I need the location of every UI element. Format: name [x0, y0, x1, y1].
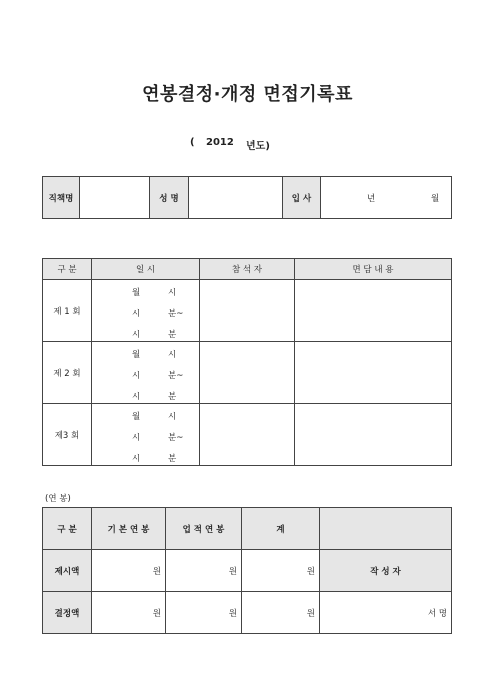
table-row	[43, 280, 452, 342]
year-value: 2012	[206, 137, 234, 148]
hire-label: 입 사	[283, 177, 321, 219]
hour-unit: 시	[132, 330, 141, 340]
hour-unit: 시	[132, 454, 141, 464]
name-label: 성 명	[150, 177, 189, 219]
hour-unit: 시	[132, 309, 141, 319]
proposed-base-field[interactable]	[92, 550, 166, 592]
won-unit: 원	[152, 566, 161, 577]
employee-info-table	[42, 176, 452, 219]
table-row	[43, 592, 452, 634]
year-line	[0, 137, 495, 153]
interview-header-row	[43, 259, 452, 280]
content-field[interactable]	[295, 342, 452, 404]
attendees-field[interactable]	[200, 404, 295, 466]
row-label: 제 1 회	[43, 280, 92, 342]
decided-performance-field[interactable]	[166, 592, 242, 634]
name-field[interactable]	[189, 177, 283, 219]
hire-month-unit: 월	[431, 194, 440, 204]
hour-unit: 시	[168, 412, 177, 422]
signature-label: 서 명	[427, 608, 447, 619]
won-unit: 원	[306, 608, 315, 619]
content-field[interactable]	[295, 280, 452, 342]
salary-header-blank	[320, 508, 452, 550]
month-unit: 월	[132, 412, 141, 422]
decided-total-field[interactable]	[242, 592, 320, 634]
author-label: 작 성 자	[320, 550, 452, 592]
minute-unit: 분	[168, 454, 177, 464]
salary-header-category: 구 분	[43, 508, 92, 550]
datetime-field[interactable]	[92, 342, 200, 404]
hour-unit: 시	[168, 350, 177, 360]
header-content: 면 담 내 용	[295, 259, 452, 280]
row-label: 제 2 회	[43, 342, 92, 404]
position-label: 직책명	[43, 177, 80, 219]
minute-tilde-unit: 분~	[168, 433, 184, 443]
position-field[interactable]	[80, 177, 150, 219]
table-row	[43, 404, 452, 466]
attendees-field[interactable]	[200, 280, 295, 342]
header-category: 구 분	[43, 259, 92, 280]
hour-unit: 시	[132, 433, 141, 443]
proposed-performance-field[interactable]	[166, 550, 242, 592]
hour-unit: 시	[168, 288, 177, 298]
proposed-total-field[interactable]	[242, 550, 320, 592]
won-unit: 원	[228, 566, 237, 577]
salary-caption: (연 봉)	[45, 494, 71, 504]
header-datetime: 일 시	[92, 259, 200, 280]
signature-field[interactable]	[320, 592, 452, 634]
salary-header-total: 계	[242, 508, 320, 550]
minute-tilde-unit: 분~	[168, 309, 184, 319]
hire-date-field[interactable]	[321, 177, 452, 219]
content-field[interactable]	[295, 404, 452, 466]
won-unit: 원	[228, 608, 237, 619]
decided-label: 결정액	[43, 592, 92, 634]
hour-unit: 시	[132, 392, 141, 402]
minute-tilde-unit: 분~	[168, 371, 184, 381]
year-open-paren: (	[190, 137, 195, 148]
decided-base-field[interactable]	[92, 592, 166, 634]
salary-header-base: 기 본 연 봉	[92, 508, 166, 550]
attendees-field[interactable]	[200, 342, 295, 404]
month-unit: 월	[132, 288, 141, 298]
won-unit: 원	[152, 608, 161, 619]
proposed-label: 제시액	[43, 550, 92, 592]
row-label: 제3 회	[43, 404, 92, 466]
hour-unit: 시	[132, 371, 141, 381]
minute-unit: 분	[168, 330, 177, 340]
minute-unit: 분	[168, 392, 177, 402]
table-row	[43, 342, 452, 404]
won-unit: 원	[306, 566, 315, 577]
salary-header-row	[43, 508, 452, 550]
page-title: 연봉결정·개정 면접기록표	[142, 84, 353, 105]
header-attendees: 참 석 자	[200, 259, 295, 280]
salary-header-performance: 업 적 연 봉	[166, 508, 242, 550]
datetime-field[interactable]	[92, 404, 200, 466]
datetime-field[interactable]	[92, 280, 200, 342]
hire-year-unit: 년	[367, 194, 376, 204]
year-unit: 년도)	[246, 141, 270, 152]
salary-table	[42, 507, 452, 634]
interview-record-table	[42, 258, 452, 466]
table-row	[43, 550, 452, 592]
month-unit: 월	[132, 350, 141, 360]
